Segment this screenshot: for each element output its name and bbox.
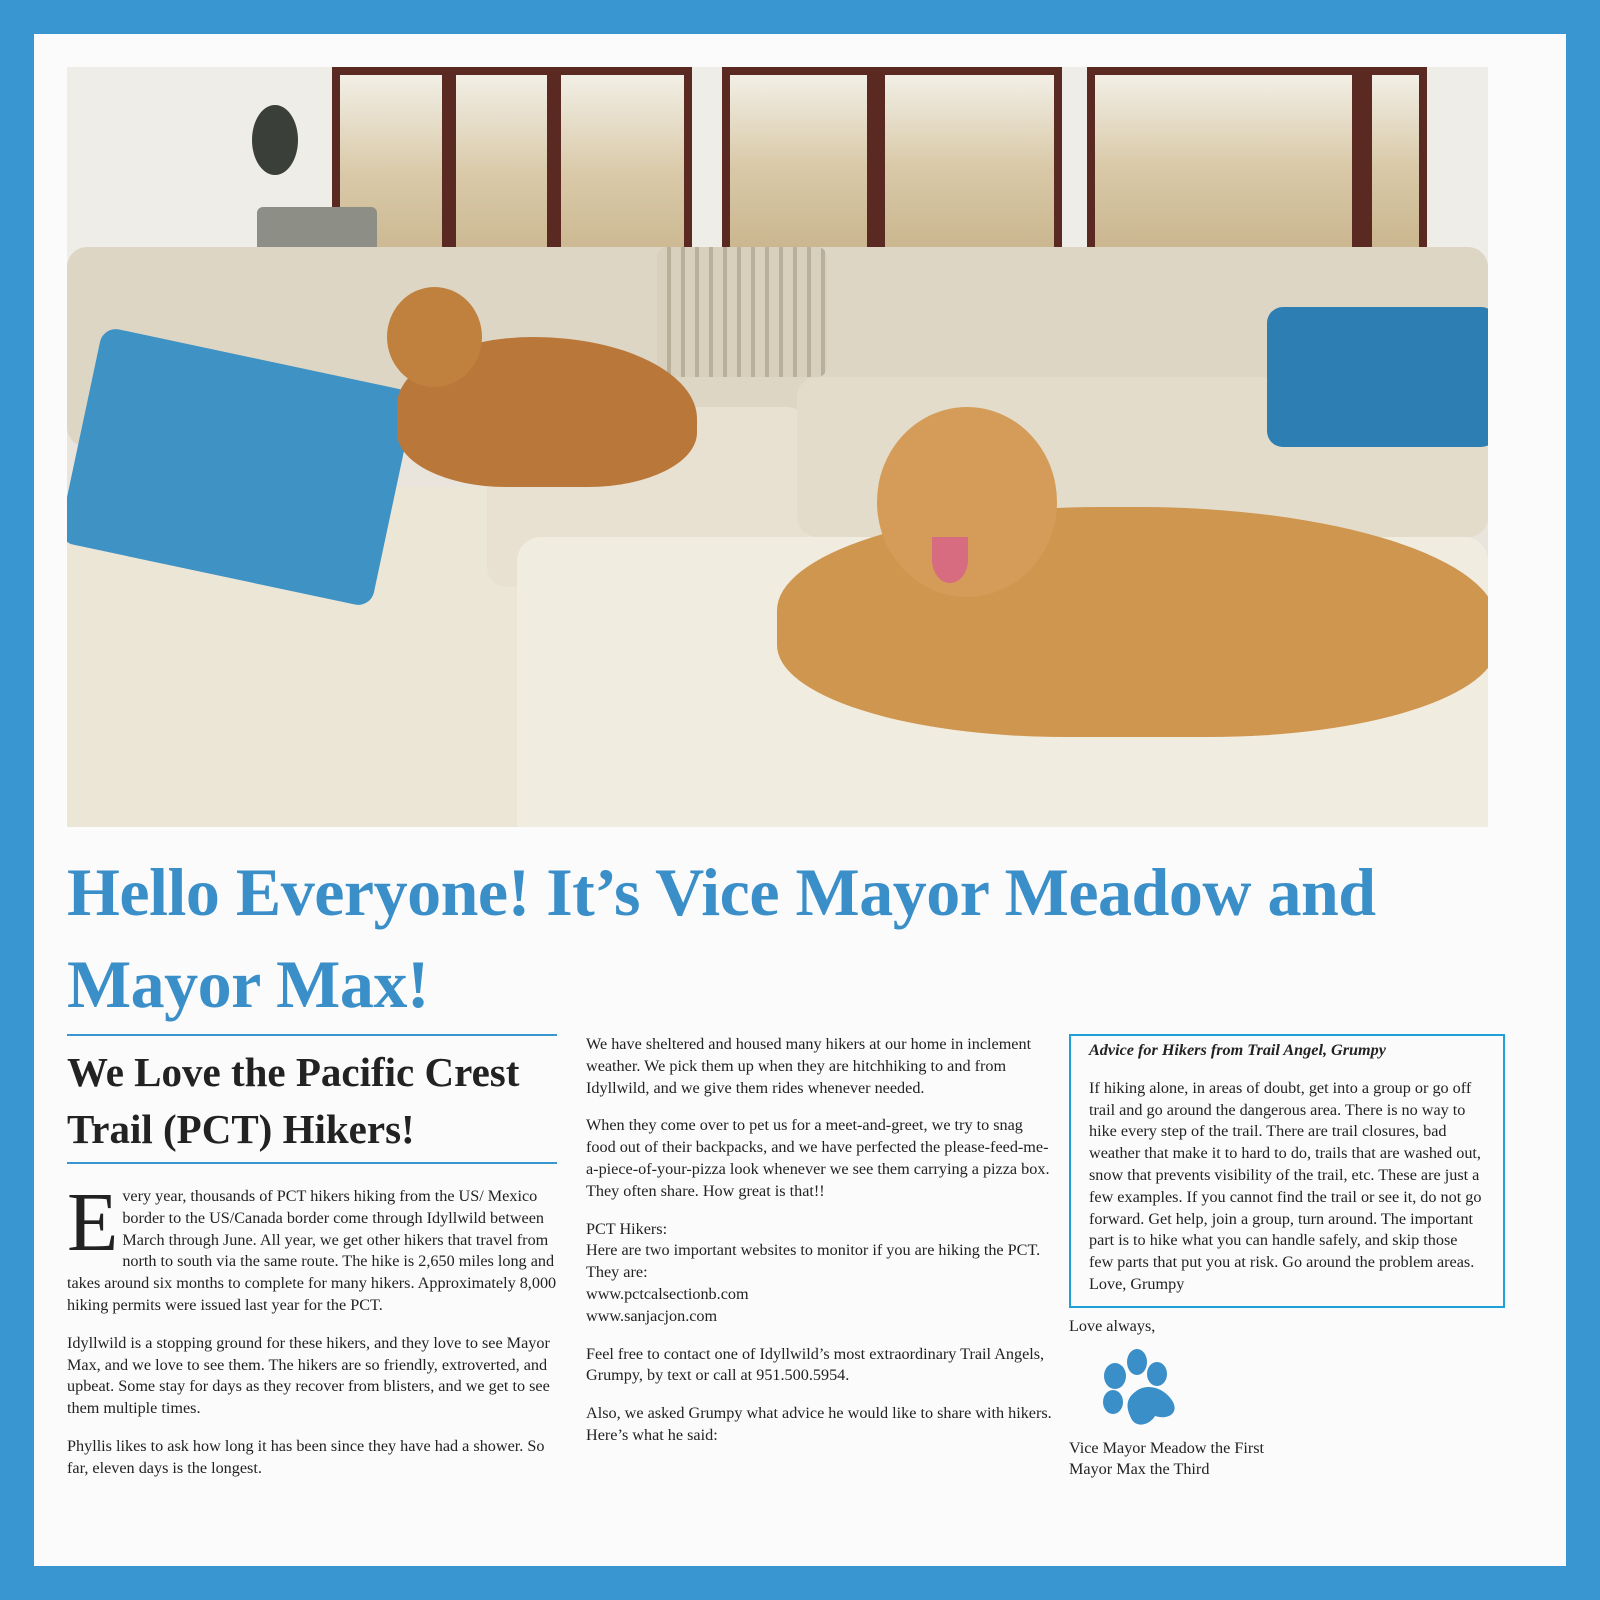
advice-box: [1069, 1034, 1505, 1308]
closing: Love always,: [1069, 1316, 1156, 1335]
label: PCT Hikers:: [586, 1219, 668, 1238]
paragraph: Also, we asked Grumpy what advice he would like to share with hikers. Here’s what he said:: [586, 1404, 1052, 1444]
right-column: [1069, 1034, 1505, 1481]
paragraph: Phyllis likes to ask how long it has been since they have had a shower. So far, eleven days is the longest.: [67, 1436, 545, 1477]
paragraph: very year, thousands of PCT hikers hiking from the US/ Mexico border to the US/Canada border come through Idyllwild between March through June. All year, we get other hikers that travel from north to south via the same route. The hike is 2,650 miles long and takes around six months to complete for many hikers. Approximately 8,000 hiking permits were issued last year for the PCT.: [67, 1187, 557, 1314]
drop-cap: E: [67, 1176, 119, 1269]
advice-body: If hiking alone, in areas of doubt, get into a group or go off trail and go around the dangerous area. There is no way to hike every step of the trail. There are trail closures, bad weather that make it to hard to do, trails that are washed out, snow that prevents visibility of the trail, etc. These are just a few examples. If you cannot find the trail or see it, do not go forward. Get help, join a group, turn around. The important part is to hike what you can handle safely, and skip those few parts that put you at risk. Go around the problem areas. Love, Grumpy: [1089, 1078, 1482, 1293]
paragraph: When they come over to pet us for a meet-and-greet, we try to snag food out of their backpacks, and we have perfected the please-feed-me-a-piece-of-your-pizza look whenever we see them carrying a pizza box. They often share. How great is that!!: [586, 1116, 1050, 1200]
divider: [67, 1162, 557, 1164]
website-link[interactable]: www.pctcalsectionb.com: [586, 1284, 749, 1303]
paragraph: Feel free to contact one of Idyllwild’s most extraordinary Trail Angels, Grumpy, by text or call at 951.500.5954.: [586, 1344, 1045, 1385]
paragraph: Idyllwild is a stopping ground for these hikers, and they love to see Mayor Max, and we love to see them. The hikers are so friendly, extroverted, and upbeat. Some stay for days as they recover from blisters, and we get to see them multiple times.: [67, 1333, 550, 1418]
paragraph: Here are two important websites to monitor if you are hiking the PCT. They are:: [586, 1241, 1041, 1282]
advice-title: Advice for Hikers from Trail Angel, Grumpy: [1089, 1041, 1386, 1059]
subheading: We Love the Pacific Crest Trail (PCT) Hikers!: [67, 1049, 520, 1152]
dogs-on-sofa-photo: [67, 67, 1488, 827]
middle-column: [586, 1034, 1056, 1463]
blue-pillow: [1267, 307, 1488, 447]
signature-line: Mayor Max the Third: [1069, 1460, 1210, 1479]
headline: Hello Everyone! It’s Vice Mayor Meadow and Mayor Max!: [67, 854, 1376, 1022]
left-column: [67, 1034, 557, 1496]
signature-line: Vice Mayor Meadow the First: [1069, 1438, 1265, 1457]
wall-clock-icon: [252, 105, 298, 175]
newsletter-page: [34, 34, 1566, 1566]
website-link[interactable]: www.sanjacjon.com: [586, 1306, 718, 1325]
paragraph: We have sheltered and housed many hikers at our home in inclement weather. We pick them up when they are hitchhiking to and from Idyllwild, and we give them rides whenever needed.: [586, 1035, 1032, 1097]
dog-meadow: [777, 507, 1488, 737]
paw-print-icon: [1099, 1344, 1189, 1434]
